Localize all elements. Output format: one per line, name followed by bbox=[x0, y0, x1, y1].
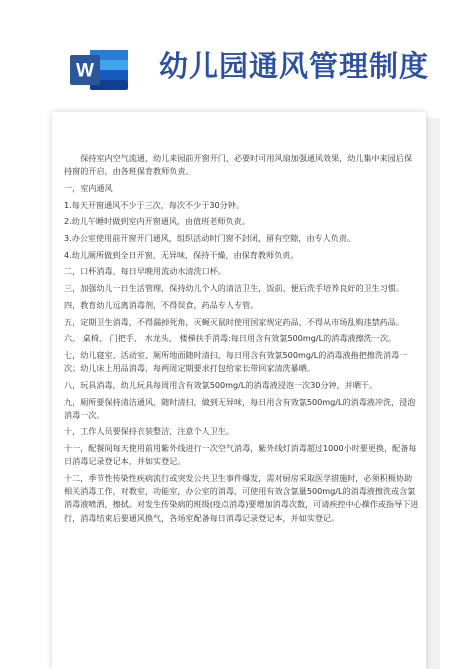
section-heading: 一，室内通风 bbox=[64, 182, 113, 193]
rule-paragraph: 十，工作人员要保持衣装整洁，注意个人卫生。 bbox=[64, 426, 234, 437]
list-item: 1.每天开窗通风不少于三次，每次不少于30分钟。 bbox=[64, 199, 244, 210]
rule-paragraph: 十一，配餐间每天使用前用紫外线进行一次空气消毒，紫外线灯消毒超过1000小时要更换，配备每日消毒记录登记本，并如实登记。 bbox=[64, 443, 417, 467]
list-item: 4.幼儿厕所做到全日开窗，无异味，保持干燥，由保育教师负责。 bbox=[64, 249, 299, 260]
rule-paragraph: 八，玩具消毒，幼儿玩具每周用含有效氯500mg/L的消毒液浸泡一次30分钟，并晒干。 bbox=[64, 379, 378, 390]
rule-paragraph: 三，加强幼儿一日生活管理，保持幼儿个人的清洁卫生，饭前、便后洗手培养良好的卫生习惯。 bbox=[64, 283, 404, 294]
page-title: 幼儿园通风管理制度 bbox=[159, 49, 430, 83]
rule-paragraph: 五，定期卫生消毒，不得漏掉死角，灭蝇灭鼠时使用国家规定药品，不得从市场乱购违禁药品。 bbox=[64, 316, 404, 327]
rule-paragraph: 十二，季节性传染性疾病流行或突发公共卫生事件爆发，需对厨房采取医学措施时，必须积极协助相关消毒工作，对教室，功能室，办公室的消毒，可使用有效含氯量500mg/L的消毒液擦洗或含氯消毒液喷洒，擦拭。对发生传染病的班级(疫点消毒)要增加消毒次数，可请疾控中心操作或指导下进行，消毒结束后要通风换气，各场室配备每日消毒记录登记本，并如实登记。 bbox=[64, 473, 419, 523]
rule-paragraph: 七，幼儿寝室、活动室、厕所地面随时清扫，每日用含有效氯500mg/L的消毒液拖把擦洗消毒一次；幼儿床上用品消毒，每两周定期要求打包给家长带回家清洗暴晒。 bbox=[64, 349, 408, 374]
list-item: 3.办公室使用前开窗开门通风，组织活动时门窗不封闭，留有空隙，由专人负责。 bbox=[64, 233, 356, 244]
rule-paragraph: 六、 桌椅、 门把手、 水龙头、 楼梯扶手消毒:每日用含有效氯500mg/L的消毒液擦洗一次。 bbox=[64, 333, 397, 344]
intro-paragraph: 保持室内空气流通，幼儿来园前开窗开门，必要时可用风扇加强通风效果，幼儿集中来园后保持窗的开启，由各班保育教师负责。 bbox=[64, 153, 413, 177]
word-icon-letter: W bbox=[76, 60, 94, 82]
list-item: 2.幼儿午睡时做到室内开窗通风，由值班老师负责。 bbox=[64, 216, 250, 227]
rule-paragraph: 四，教育幼儿远离消毒剂，不得误食，药品专人专管。 bbox=[64, 299, 259, 310]
rule-paragraph: 九，厕所要保持清洁通风，随时清扫，做到无异味，每日用含有效氯500mg/L的消毒液冲洗，浸泡消毒一次。 bbox=[64, 396, 416, 420]
rule-paragraph: 二，口杯消毒，每日早晚用流动水清洗口杯。 bbox=[64, 266, 226, 277]
document-body bbox=[64, 152, 419, 528]
word-document-icon bbox=[68, 46, 130, 94]
document-page bbox=[52, 112, 426, 669]
document-header bbox=[0, 0, 474, 110]
